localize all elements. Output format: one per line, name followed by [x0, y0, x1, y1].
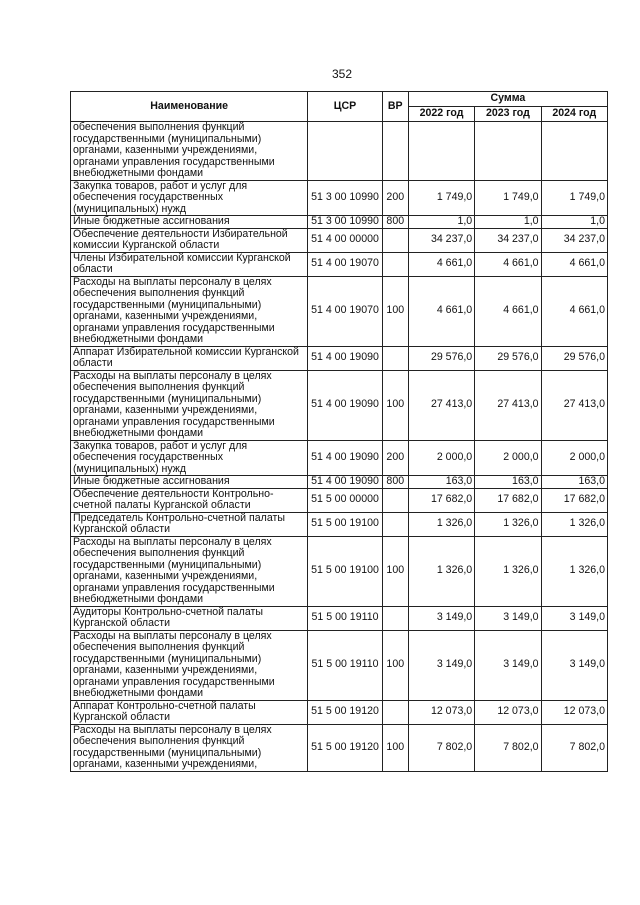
row-csr: 51 4 00 19070	[308, 252, 382, 276]
row-amount-2022: 27 413,0	[408, 370, 474, 440]
row-vr	[382, 488, 408, 512]
row-vr: 100	[382, 724, 408, 771]
table-row	[71, 630, 608, 700]
row-amount-2022: 1,0	[408, 216, 474, 229]
row-amount-2024: 2 000,0	[541, 440, 607, 476]
row-amount-2023: 163,0	[475, 476, 541, 489]
row-csr: 51 4 00 00000	[308, 228, 382, 252]
row-csr: 51 5 00 19100	[308, 536, 382, 606]
row-amount-2023: 3 149,0	[475, 630, 541, 700]
row-name: Закупка товаров, работ и услуг для обеспечения государственных (муниципальных) нужд	[71, 440, 308, 476]
row-amount-2023: 4 661,0	[475, 252, 541, 276]
row-amount-2022: 163,0	[408, 476, 474, 489]
row-vr	[382, 606, 408, 630]
row-amount-2022: 12 073,0	[408, 700, 474, 724]
row-amount-2024: 27 413,0	[541, 370, 607, 440]
table-row	[71, 488, 608, 512]
table-row	[71, 700, 608, 724]
header-year-2023: 2023 год	[475, 107, 541, 122]
row-amount-2023	[475, 122, 541, 181]
row-csr: 51 5 00 00000	[308, 488, 382, 512]
row-vr: 100	[382, 276, 408, 346]
row-name: Председатель Контрольно-счетной палаты Курганской области	[71, 512, 308, 536]
row-amount-2022	[408, 122, 474, 181]
row-name: Обеспечение деятельности Избирательной комиссии Курганской области	[71, 228, 308, 252]
row-vr	[382, 252, 408, 276]
row-amount-2023: 34 237,0	[475, 228, 541, 252]
row-amount-2022: 1 326,0	[408, 536, 474, 606]
row-csr: 51 4 00 19090	[308, 346, 382, 370]
table-row	[71, 440, 608, 476]
row-amount-2024: 1 326,0	[541, 512, 607, 536]
row-vr	[382, 346, 408, 370]
row-csr: 51 5 00 19120	[308, 700, 382, 724]
row-amount-2024	[541, 122, 607, 181]
row-amount-2023: 7 802,0	[475, 724, 541, 771]
table-row	[71, 346, 608, 370]
row-amount-2024: 1 749,0	[541, 180, 607, 216]
row-name: Расходы на выплаты персоналу в целях обеспечения выполнения функций государственными (муниципальными) органами, казенными учреждениями, органами управления государственными внебюджетными фондами	[71, 276, 308, 346]
row-amount-2024: 3 149,0	[541, 630, 607, 700]
row-name: Расходы на выплаты персоналу в целях обеспечения выполнения функций государственными (муниципальными) органами, казенными учреждениями,	[71, 724, 308, 771]
row-vr	[382, 700, 408, 724]
row-amount-2024: 29 576,0	[541, 346, 607, 370]
row-vr: 800	[382, 216, 408, 229]
row-amount-2022: 4 661,0	[408, 252, 474, 276]
row-amount-2023: 3 149,0	[475, 606, 541, 630]
budget-table	[70, 91, 608, 772]
row-amount-2024: 7 802,0	[541, 724, 607, 771]
row-amount-2024: 3 149,0	[541, 606, 607, 630]
header-year-2024: 2024 год	[541, 107, 607, 122]
row-csr: 51 5 00 19110	[308, 630, 382, 700]
table-row	[71, 276, 608, 346]
table-row	[71, 216, 608, 229]
header-csr: ЦСР	[308, 92, 382, 122]
table-body	[71, 122, 608, 772]
row-amount-2023: 4 661,0	[475, 276, 541, 346]
header-year-2022: 2022 год	[408, 107, 474, 122]
row-amount-2022: 2 000,0	[408, 440, 474, 476]
row-amount-2023: 12 073,0	[475, 700, 541, 724]
row-name: Расходы на выплаты персоналу в целях обеспечения выполнения функций государственными (муниципальными) органами, казенными учреждениями, органами управления государственными внебюджетными фондами	[71, 536, 308, 606]
row-amount-2022: 17 682,0	[408, 488, 474, 512]
row-vr: 200	[382, 440, 408, 476]
row-amount-2022: 7 802,0	[408, 724, 474, 771]
row-csr: 51 5 00 19120	[308, 724, 382, 771]
row-name: Аудиторы Контрольно-счетной палаты Курганской области	[71, 606, 308, 630]
row-csr: 51 4 00 19090	[308, 476, 382, 489]
row-amount-2024: 4 661,0	[541, 252, 607, 276]
row-amount-2024: 4 661,0	[541, 276, 607, 346]
row-vr: 100	[382, 536, 408, 606]
row-amount-2022: 1 326,0	[408, 512, 474, 536]
table-row	[71, 724, 608, 771]
row-vr: 100	[382, 630, 408, 700]
table-row	[71, 180, 608, 216]
header-sum: Сумма	[408, 92, 607, 107]
row-name: обеспечения выполнения функций государственными (муниципальными) органами, казенными учреждениями, органами управления государственными внебюджетными фондами	[71, 122, 308, 181]
header-name: Наименование	[71, 92, 308, 122]
row-csr: 51 4 00 19090	[308, 440, 382, 476]
row-amount-2024: 1 326,0	[541, 536, 607, 606]
row-csr: 51 4 00 19070	[308, 276, 382, 346]
row-vr: 800	[382, 476, 408, 489]
row-amount-2022: 34 237,0	[408, 228, 474, 252]
row-name: Аппарат Контрольно-счетной палаты Курганской области	[71, 700, 308, 724]
row-csr	[308, 122, 382, 181]
row-csr: 51 5 00 19100	[308, 512, 382, 536]
row-amount-2023: 17 682,0	[475, 488, 541, 512]
row-vr: 100	[382, 370, 408, 440]
row-vr	[382, 512, 408, 536]
row-name: Обеспечение деятельности Контрольно-счетной палаты Курганской области	[71, 488, 308, 512]
row-amount-2023: 1 326,0	[475, 536, 541, 606]
row-amount-2023: 1 326,0	[475, 512, 541, 536]
table-row	[71, 370, 608, 440]
table-row	[71, 252, 608, 276]
row-amount-2022: 1 749,0	[408, 180, 474, 216]
table-row	[71, 228, 608, 252]
row-amount-2023: 2 000,0	[475, 440, 541, 476]
row-name: Иные бюджетные ассигнования	[71, 216, 308, 229]
row-amount-2022: 4 661,0	[408, 276, 474, 346]
row-amount-2024: 12 073,0	[541, 700, 607, 724]
row-csr: 51 5 00 19110	[308, 606, 382, 630]
row-csr: 51 4 00 19090	[308, 370, 382, 440]
row-amount-2024: 1,0	[541, 216, 607, 229]
row-name: Расходы на выплаты персоналу в целях обеспечения выполнения функций государственными (муниципальными) органами, казенными учреждениями, органами управления государственными внебюджетными фондами	[71, 630, 308, 700]
table-row	[71, 122, 608, 181]
page-number: 352	[331, 67, 353, 81]
header-vr: ВР	[382, 92, 408, 122]
row-amount-2023: 1 749,0	[475, 180, 541, 216]
table-row	[71, 512, 608, 536]
row-csr: 51 3 00 10990	[308, 216, 382, 229]
row-name: Иные бюджетные ассигнования	[71, 476, 308, 489]
row-vr	[382, 228, 408, 252]
row-amount-2022: 3 149,0	[408, 606, 474, 630]
table-row	[71, 606, 608, 630]
row-csr: 51 3 00 10990	[308, 180, 382, 216]
row-name: Аппарат Избирательной комиссии Курганской области	[71, 346, 308, 370]
row-amount-2024: 163,0	[541, 476, 607, 489]
row-amount-2023: 1,0	[475, 216, 541, 229]
row-amount-2023: 29 576,0	[475, 346, 541, 370]
row-amount-2023: 27 413,0	[475, 370, 541, 440]
row-name: Расходы на выплаты персоналу в целях обеспечения выполнения функций государственными (муниципальными) органами, казенными учреждениями, органами управления государственными внебюджетными фондами	[71, 370, 308, 440]
row-vr	[382, 122, 408, 181]
row-name: Закупка товаров, работ и услуг для обеспечения государственных (муниципальных) нужд	[71, 180, 308, 216]
row-amount-2022: 3 149,0	[408, 630, 474, 700]
row-name: Члены Избирательной комиссии Курганской области	[71, 252, 308, 276]
row-vr: 200	[382, 180, 408, 216]
table-row	[71, 476, 608, 489]
row-amount-2024: 17 682,0	[541, 488, 607, 512]
row-amount-2022: 29 576,0	[408, 346, 474, 370]
row-amount-2024: 34 237,0	[541, 228, 607, 252]
table-row	[71, 536, 608, 606]
